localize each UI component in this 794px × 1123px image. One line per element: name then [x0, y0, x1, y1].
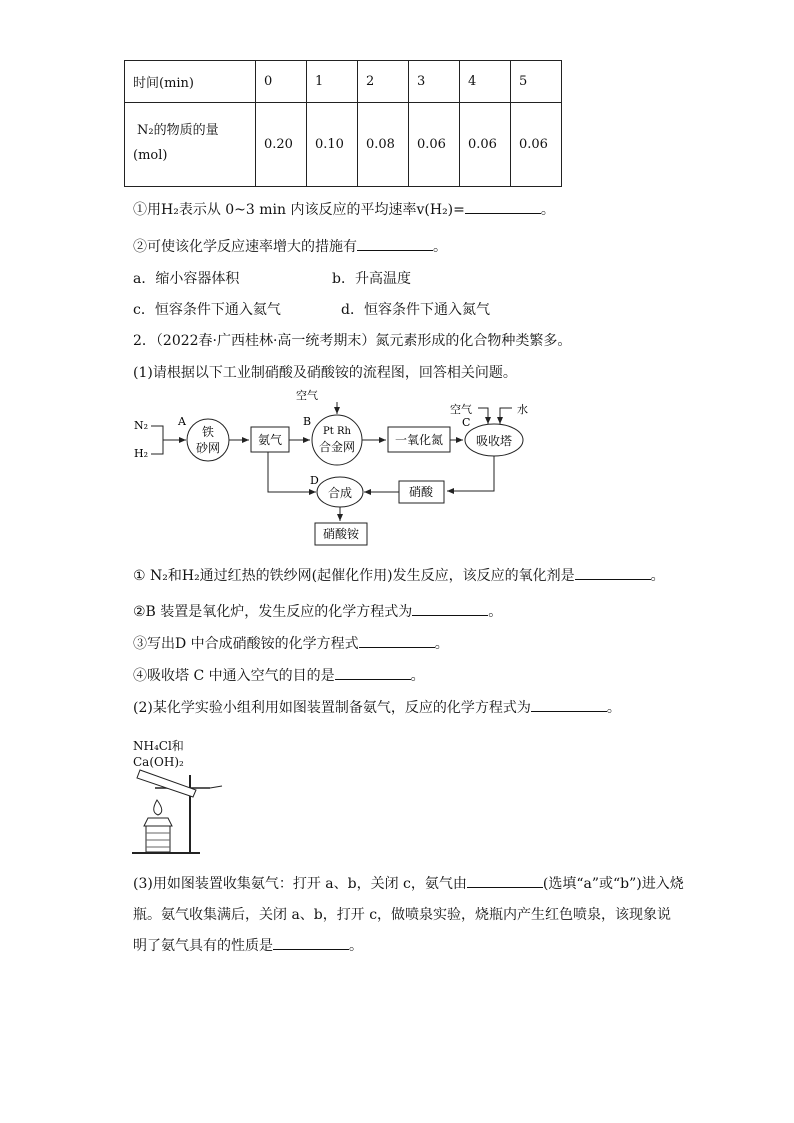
ammonia-apparatus-figure [128, 768, 228, 860]
air-label-c: 空气 [450, 403, 472, 416]
q1-options-cd [133, 299, 490, 319]
q2-s3-text: ③写出D 中合成硝酸铵的化学方程式 [133, 636, 359, 652]
table-cell: 0.06 [409, 103, 460, 187]
table-cell: 4 [460, 61, 511, 103]
option-c: c．恒容条件下通入氦气 [133, 302, 281, 318]
table-cell: 2 [358, 61, 409, 103]
table-cell: 0.20 [256, 103, 307, 187]
process-flow-diagram [128, 388, 538, 548]
table-cell: 0.08 [358, 103, 409, 187]
q2-part1: (1)请根据以下工业制硝酸及硝酸铵的流程图，回答相关问题。 [133, 365, 517, 381]
iron-mesh-text-1: 铁 [201, 425, 215, 439]
answer-blank[interactable] [465, 201, 541, 214]
q2-part3-text-a: (3)用如图装置收集氨气：打开 a、b，关闭 c，氨气由 [133, 876, 467, 892]
q2-header: 2．（2022春·广西桂林·高一统考期末）氮元素形成的化合物种类繁多。 [133, 333, 572, 349]
data-table [124, 60, 562, 187]
answer-blank[interactable] [273, 937, 349, 950]
table-header-n2 [125, 103, 256, 187]
table-cell: 3 [409, 61, 460, 103]
test-tube [137, 770, 196, 797]
wood-block [146, 826, 170, 852]
flow-label-n2: N₂ [134, 419, 149, 432]
q1-item1-text: ①用H₂表示从 0~3 min 内该反应的平均速率v(H₂)= [133, 202, 465, 218]
period: 。 [488, 604, 503, 620]
flow-label-h2: H₂ [134, 447, 149, 460]
period: 。 [434, 636, 449, 652]
period: 。 [650, 568, 665, 584]
pt-rh-text-2: 合金网 [318, 440, 356, 454]
flow-label-d: D [310, 474, 319, 487]
q2-s4 [133, 665, 425, 685]
q1-item2-text: ②可使该化学反应速率增大的措施有 [133, 239, 357, 255]
n2-label-line1: N₂的物质的量 [137, 122, 219, 138]
q2-s1-text: ① N₂和H₂通过红热的铁纱网(起催化作用)发生反应，该反应的氧化剂是 [133, 568, 575, 584]
q2-part3-text-b: (选填“a”或“b”)进入烧 [542, 876, 684, 892]
q2-part3-text-c: 明了氨气具有的性质是 [133, 938, 273, 954]
table-header-time: 时间(min) [125, 61, 256, 103]
q1-item1 [133, 199, 555, 219]
option-d: d．恒容条件下通入氮气 [341, 302, 490, 318]
table-cell: 5 [511, 61, 562, 103]
q1-options-ab [133, 268, 411, 288]
table-cell: 0.06 [511, 103, 562, 187]
no-box-text: 一氧化氮 [394, 433, 444, 447]
q2-part3-line2: 瓶。氨气收集满后，关闭 a、b，打开 c，做喷泉实验，烧瓶内产生红色喷泉，该现象说 [133, 907, 672, 923]
q2-s1 [133, 565, 665, 585]
water-label: 水 [517, 403, 528, 416]
q2-s3 [133, 633, 449, 653]
table-cell: 0.10 [307, 103, 358, 187]
iron-mesh-text-2: 砂网 [195, 441, 221, 455]
period: 。 [349, 938, 363, 954]
table-cell: 1 [307, 61, 358, 103]
period: 。 [433, 239, 447, 255]
q2-s2-text: ②B 装置是氧化炉，发生反应的化学方程式为 [133, 604, 413, 620]
answer-blank[interactable] [335, 667, 411, 680]
absorption-tower-text: 吸收塔 [475, 434, 513, 448]
flame-icon [154, 800, 162, 815]
period: 。 [540, 202, 555, 218]
q2-s4-text: ④吸收塔 C 中通入空气的目的是 [133, 668, 335, 684]
q2-part2 [133, 697, 621, 717]
answer-blank[interactable] [467, 875, 543, 888]
apparatus-label [133, 738, 184, 770]
table-cell: 0.06 [460, 103, 511, 187]
flow-arrow [447, 456, 494, 491]
apparatus-label-line1: NH₄Cl和 [133, 739, 184, 753]
flow-bracket [151, 426, 163, 454]
flow-arrow [478, 408, 488, 424]
answer-blank[interactable] [357, 238, 433, 251]
period: 。 [606, 700, 621, 716]
synthesis-text: 合成 [327, 486, 353, 500]
pt-rh-text-1: Pt Rh [323, 426, 351, 437]
answer-blank[interactable] [575, 567, 651, 580]
q2-part2-text: (2)某化学实验小组利用如图装置制备氨气，反应的化学方程式为 [133, 700, 531, 716]
flow-label-c: C [462, 416, 471, 429]
nitric-acid-text: 硝酸 [408, 485, 434, 499]
table-row-time [125, 61, 562, 103]
table-cell: 0 [256, 61, 307, 103]
n2-label-line2: (mol) [133, 147, 168, 163]
answer-blank[interactable] [359, 635, 435, 648]
flow-arrow [500, 408, 512, 424]
delivery-tube [210, 786, 222, 788]
flow-arrow [268, 452, 316, 492]
ammonium-nitrate-text: 硝酸铵 [322, 527, 360, 541]
flow-label-a: A [178, 415, 186, 428]
table-row-n2 [125, 103, 562, 187]
period: 。 [410, 668, 425, 684]
answer-blank[interactable] [412, 603, 488, 616]
ammonia-box-text: 氨气 [257, 433, 283, 447]
air-label-b: 空气 [296, 389, 318, 402]
answer-blank[interactable] [531, 699, 607, 712]
apparatus-label-line2: Ca(OH)₂ [133, 755, 184, 769]
q2-s2 [133, 601, 502, 621]
q2-part3-line3 [133, 935, 363, 955]
option-a: a．缩小容器体积 [133, 271, 240, 287]
q2-part3-line1 [133, 873, 684, 893]
option-b: b．升高温度 [332, 271, 411, 287]
lamp-icon [144, 818, 172, 826]
flow-label-b: B [303, 415, 312, 428]
q1-item2 [133, 236, 447, 256]
